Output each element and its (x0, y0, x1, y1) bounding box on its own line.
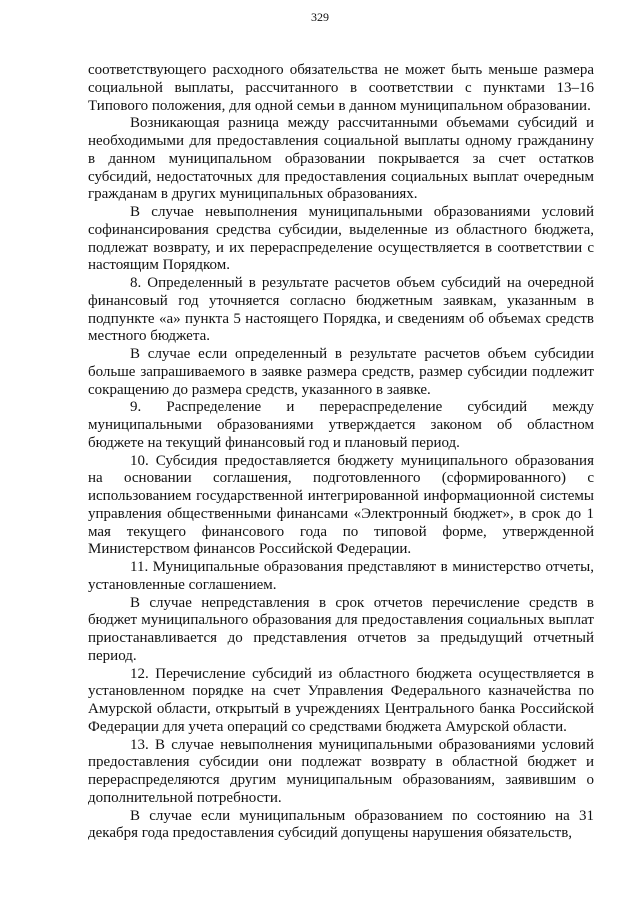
paragraph: В случае невыполнения муниципальными образованиями условий софинансирования средства субсидии, выделенные из областного бюджета, подлежат возврату, и их перераспределение осуществляется в соответствии с настоящим Порядком. (88, 204, 594, 274)
paragraph-item-10: 10. Субсидия предоставляется бюджету муниципального образования на основании соглашения, подготовленного (сформированного) с использованием государственной интегрированной информационной системы управления общественными финансами «Электронный бюджет», в срок до 1 мая текущего финансового года по типовой форме, утвержденной Министерством финансов Российской Федерации. (88, 452, 594, 558)
paragraph: Возникающая разница между рассчитанными объемами субсидий и необходимыми для предоставления социальной выплаты одному гражданину в данном муниципальном образовании покрывается за счет остатков субсидий, недостаточных для предоставления социальных выплат очередным гражданам в других муниципальных образованиях. (88, 115, 594, 203)
paragraph-item-9: 9. Распределение и перераспределение субсидий между муниципальными образованиями утверждается законом об областном бюджете на текущий финансовый год и плановый период. (88, 399, 594, 451)
paragraph-continuation: соответствующего расходного обязательства не может быть меньше размера социальной выплаты, рассчитанного в соответствии с пунктами 13–16 Типового положения, для одной семьи в данном муниципальном образовании. (88, 62, 594, 114)
paragraph-item-12: 12. Перечисление субсидий из областного бюджета осуществляется в установленном порядке на счет Управления Федерального казначейства по Амурской области, открытый в учреждениях Центрального банка Российской Федерации для учета операций со средствами бюджета Амурской области. (88, 665, 594, 735)
document-body (88, 62, 594, 843)
paragraph: В случае если определенный в результате расчетов объем субсидии больше запрашиваемого в заявке размера средств, размер субсидии подлежит сокращению до размера средств, указанного в заявке. (88, 346, 594, 398)
paragraph-cut-off: В случае если муниципальным образованием по состоянию на 31 декабря года предоставления субсидий допущены нарушения обязательств, (88, 807, 594, 842)
paragraph-item-13: 13. В случае невыполнения муниципальными образованиями условий предоставления субсидии они подлежат возврату в областной бюджет и перераспределяются другим муниципальным образованиям, заявившим о дополнительной потребности. (88, 736, 594, 806)
paragraph-item-8: 8. Определенный в результате расчетов объем субсидий на очередной финансовый год уточняется согласно бюджетным заявкам, указанным в подпункте «а» пункта 5 настоящего Порядка, и сведениям об объемах средств местного бюджета. (88, 275, 594, 345)
paragraph-item-11: 11. Муниципальные образования представляют в министерство отчеты, установленные соглашением. (88, 559, 594, 593)
paragraph: В случае непредставления в срок отчетов перечисление средств в бюджет муниципального образования для предоставления социальных выплат приостанавливается до представления отчетов за предыдущий отчетный период. (88, 594, 594, 664)
page-number: 329 (311, 10, 329, 24)
